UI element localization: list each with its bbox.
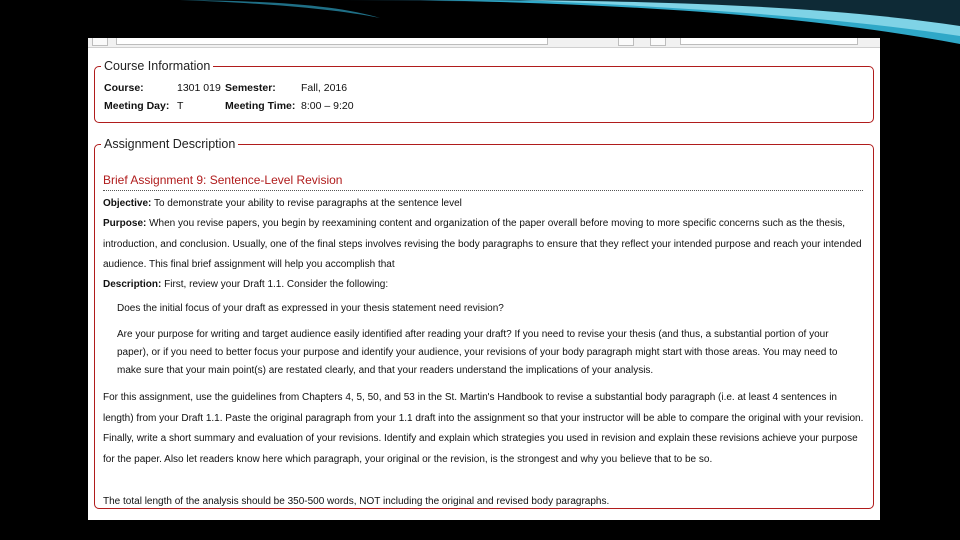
description-label: Description: [103, 279, 162, 290]
meeting-day-label: Meeting Day: [104, 100, 170, 112]
assignment-description-panel [94, 137, 874, 509]
purpose-paragraph [103, 214, 865, 276]
assignment-description-legend: Assignment Description [104, 137, 236, 151]
description-paragraph [103, 275, 865, 296]
objective-text: To demonstrate your ability to revise paragraphs at the sentence level [151, 198, 462, 209]
consider-item-1: Does the initial focus of your draft as expressed in your thesis statement need revision? [117, 303, 504, 314]
refresh-icon[interactable] [650, 38, 666, 46]
meeting-day-value: T [177, 100, 184, 112]
browser-tab[interactable] [680, 38, 858, 45]
back-icon[interactable] [92, 38, 108, 46]
browser-toolbar [88, 38, 880, 48]
course-information-panel [94, 59, 874, 123]
semester-label: Semester: [225, 82, 276, 94]
meeting-row [104, 100, 354, 112]
browser-screenshot [88, 38, 880, 520]
purpose-label: Purpose: [103, 218, 147, 229]
course-label: Course: [104, 82, 144, 94]
meeting-time-value: 8:00 – 9:20 [301, 100, 354, 112]
objective-label: Objective: [103, 198, 152, 209]
meeting-time-label: Meeting Time: [225, 100, 296, 112]
objective-paragraph [103, 194, 865, 215]
course-value: 1301 019 [177, 82, 221, 94]
description-text: First, review your Draft 1.1. Consider the following: [161, 279, 389, 290]
forward-icon[interactable] [618, 38, 634, 46]
course-information-legend: Course Information [104, 59, 211, 73]
purpose-text: When you revise papers, you begin by reexamining content and organization of the paper overall before moving to more specific concerns such as the thesis, introduction, and conclusion. Usually, one of the final steps involves revising the body paragraphs to ensure that they reflect your intended purpose and reach your intended audience. This final brief assignment will help you accomplish that [103, 218, 862, 270]
assignment-title: Brief Assignment 9: Sentence-Level Revision [103, 173, 863, 191]
address-bar[interactable] [116, 38, 548, 45]
length-note: The total length of the analysis should be 350-500 words, NOT including the original and revised body paragraphs. [103, 496, 610, 507]
consider-item-2: Are your purpose for writing and target audience easily identified after reading your draft? If you need to revise your thesis (and thus, a substantial portion of your paper), or if you need to better focus your purpose and identify your audience, your revisions of your body paragraph might start with those areas. You may need to make sure that your main point(s) are restated clearly, and that your readers understand the implications of your analysis. [117, 329, 838, 376]
course-row [104, 82, 348, 94]
semester-value: Fall, 2016 [301, 82, 348, 94]
instructions-paragraph: For this assignment, use the guidelines from Chapters 4, 5, 50, and 53 in the St. Martin's Handbook to revise a substantial body paragraph (i.e. at least 4 sentences in length) from your Draft 1.1. Paste the original paragraph from your 1.1 draft into the assignment so that your instructor will be able to compare the original with your revision. Finally, write a short summary and evaluation of your revisions. Identify and explain which strategies you used in revision and explain these revisions achieve your purpose for the paper. Also let readers know here which paragraph, your original or the revision, is the strongest and why you believe that to be so. [103, 392, 864, 465]
